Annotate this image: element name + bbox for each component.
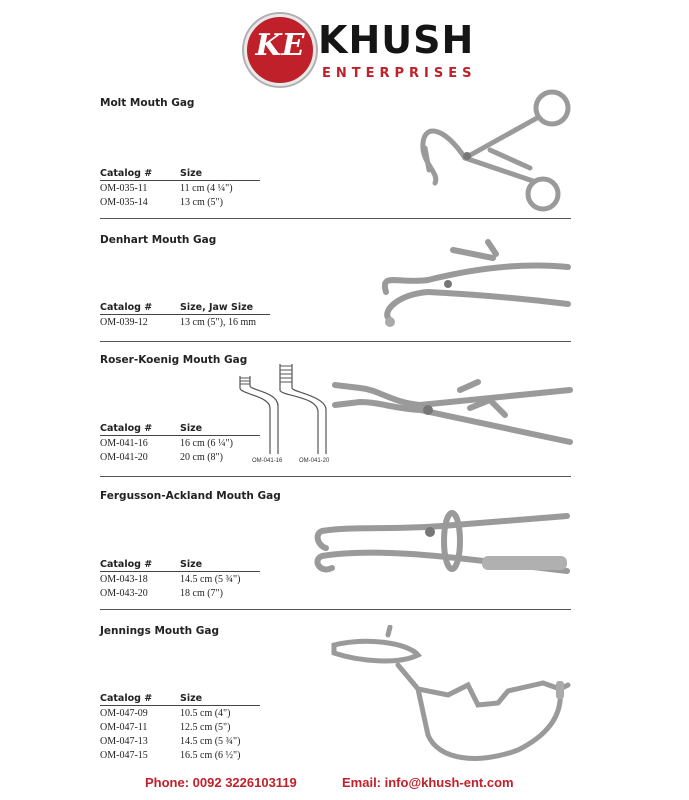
size-value: 14.5 cm (5 ¾") bbox=[180, 735, 241, 747]
size-value: 16.5 cm (6 ½") bbox=[180, 749, 241, 761]
header-size: Size bbox=[180, 559, 203, 570]
denhart-mouth-gag-image bbox=[368, 232, 573, 332]
roser-koenig-mouth-gag-image bbox=[330, 360, 575, 455]
logo-monogram: KE bbox=[255, 28, 305, 63]
product-title: Denhart Mouth Gag bbox=[100, 234, 217, 246]
table-row bbox=[100, 195, 260, 209]
product-title: Roser-Koenig Mouth Gag bbox=[100, 354, 248, 366]
section-divider bbox=[100, 476, 571, 477]
table-row bbox=[100, 572, 260, 586]
catalog-number: OM-041-20 bbox=[100, 451, 148, 463]
jennings-mouth-gag-image bbox=[328, 625, 573, 773]
header-catalog: Catalog # bbox=[100, 168, 153, 179]
catalog-table bbox=[100, 693, 260, 762]
table-row bbox=[100, 720, 260, 734]
section-divider bbox=[100, 609, 571, 610]
header-catalog: Catalog # bbox=[100, 693, 153, 704]
logo-subtitle: ENTERPRISES bbox=[322, 66, 477, 81]
logo-wordmark: KHUSH bbox=[318, 18, 475, 62]
catalog-number: OM-035-11 bbox=[100, 182, 148, 194]
company-logo bbox=[244, 14, 477, 84]
molt-mouth-gag-image bbox=[405, 88, 575, 218]
roser-koenig-tip-detail bbox=[232, 356, 342, 468]
table-header bbox=[100, 559, 260, 572]
catalog-number: OM-047-11 bbox=[100, 721, 148, 733]
size-value: 18 cm (7") bbox=[180, 587, 223, 599]
header-catalog: Catalog # bbox=[100, 423, 153, 434]
header-size: Size bbox=[180, 423, 203, 434]
catalog-table bbox=[100, 559, 260, 600]
fergusson-ackland-mouth-gag-image bbox=[312, 496, 574, 596]
catalog-number: OM-043-18 bbox=[100, 573, 148, 585]
email-address[interactable]: Email: info@khush-ent.com bbox=[342, 775, 514, 790]
catalog-number: OM-047-15 bbox=[100, 749, 148, 761]
catalog-number: OM-041-16 bbox=[100, 437, 148, 449]
catalog-table bbox=[100, 168, 260, 209]
catalog-table bbox=[100, 302, 270, 329]
size-value: 16 cm (6 ¼") bbox=[180, 437, 233, 449]
header-size: Size, Jaw Size bbox=[180, 302, 254, 313]
table-row bbox=[100, 181, 260, 195]
product-title: Fergusson-Ackland Mouth Gag bbox=[100, 490, 281, 502]
header-catalog: Catalog # bbox=[100, 559, 153, 570]
catalog-number: OM-043-20 bbox=[100, 587, 148, 599]
table-header bbox=[100, 168, 260, 181]
section-divider bbox=[100, 218, 571, 219]
product-title: Molt Mouth Gag bbox=[100, 97, 195, 109]
tip-label-20: OM-041-20 bbox=[299, 458, 330, 464]
size-value: 20 cm (8") bbox=[180, 451, 223, 463]
table-row bbox=[100, 315, 270, 329]
tip-label-16: OM-041-16 bbox=[252, 458, 283, 464]
table-header bbox=[100, 693, 260, 706]
table-row bbox=[100, 586, 260, 600]
header-size: Size bbox=[180, 693, 203, 704]
header-size: Size bbox=[180, 168, 203, 179]
product-title: Jennings Mouth Gag bbox=[100, 625, 219, 637]
header-catalog: Catalog # bbox=[100, 302, 153, 313]
table-row bbox=[100, 734, 260, 748]
size-value: 13 cm (5"), 16 mm bbox=[180, 316, 257, 328]
catalog-number: OM-047-09 bbox=[100, 707, 148, 719]
section-divider bbox=[100, 341, 571, 342]
catalog-number: OM-035-14 bbox=[100, 196, 148, 208]
table-row bbox=[100, 748, 260, 762]
table-row bbox=[100, 706, 260, 720]
table-header bbox=[100, 302, 270, 315]
phone-number[interactable]: Phone: 0092 3226103119 bbox=[145, 775, 297, 790]
catalog-number: OM-039-12 bbox=[100, 316, 148, 328]
size-value: 14.5 cm (5 ¾") bbox=[180, 573, 241, 585]
size-value: 13 cm (5") bbox=[180, 196, 223, 208]
size-value: 12.5 cm (5") bbox=[180, 721, 231, 733]
size-value: 10.5 cm (4") bbox=[180, 707, 231, 719]
size-value: 11 cm (4 ¼") bbox=[180, 182, 233, 194]
catalog-number: OM-047-13 bbox=[100, 735, 148, 747]
